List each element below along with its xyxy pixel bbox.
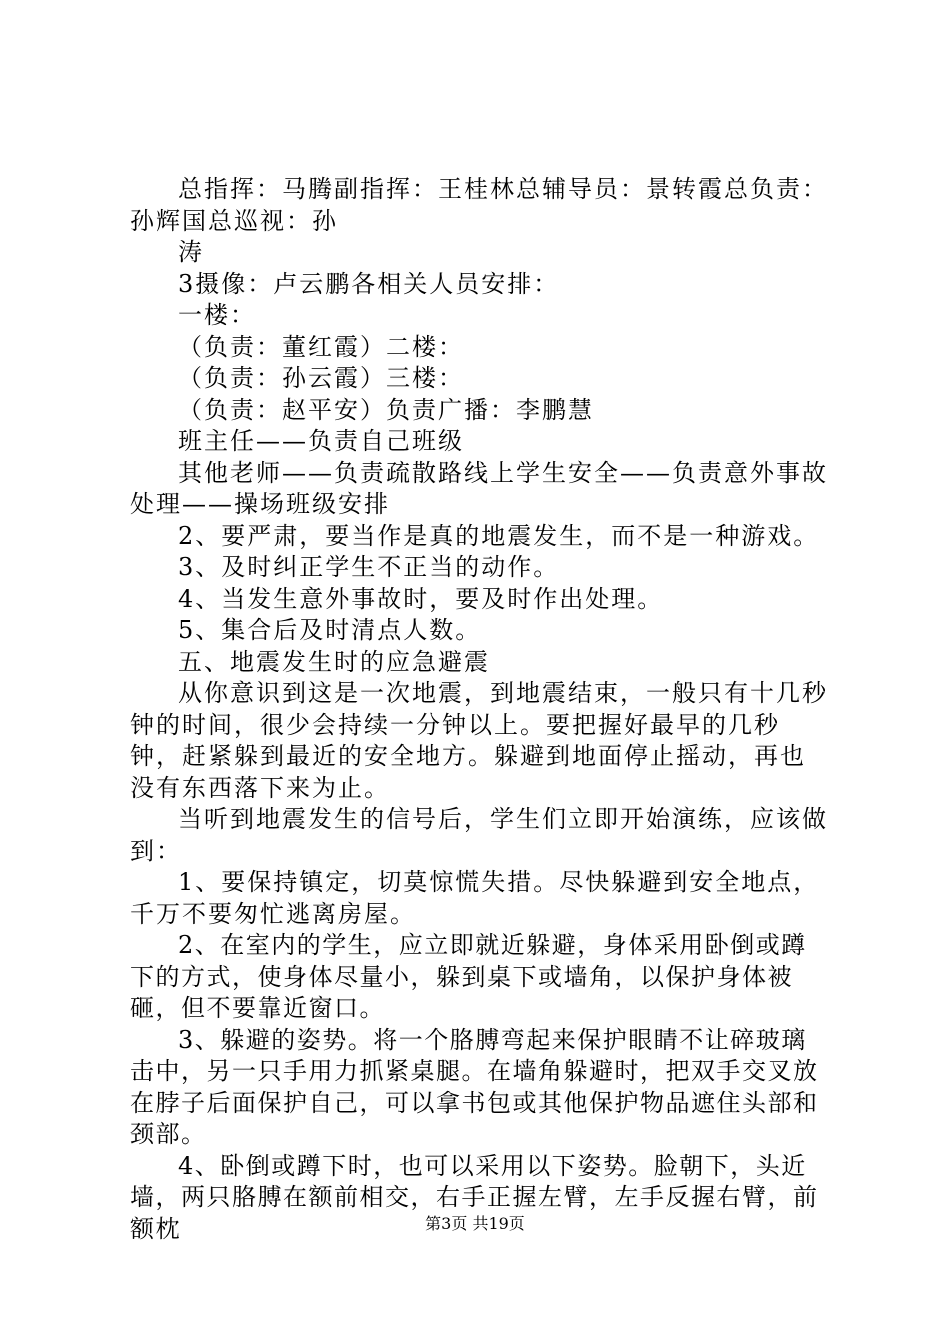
paragraph: 其他老师——负责疏散路线上学生安全——负责意外事故处理——操场班级安排 [130, 458, 828, 518]
paragraph: 3、及时纠正学生不正当的动作。 [178, 553, 560, 581]
paragraph: 3、躲避的姿势。将一个胳膊弯起来保护眼睛不让碎玻璃击中，另一只手用力抓紧桌腿。在墙角躲避时，把双手交叉放在脖子后面保护自己，可以拿书包或其他保护物品遮住头部和颈部。 [130, 1025, 819, 1148]
paragraph: 4、卧倒或蹲下时，也可以采用以下姿势。脸朝下，头近墙，两只胳膊在额前相交，右手正握左臂，左手反握右臂，前额枕 [130, 1151, 819, 1243]
paragraph: 1、要保持镇定，切莫惊慌失措。尽快躲避到安全地点，千万不要匆忙逃离房屋。 [130, 868, 820, 928]
document-body [130, 174, 830, 1245]
paragraph: 班主任——负责自己班级 [178, 427, 464, 455]
paragraph: 3摄像：卢云鹏各相关人员安排： [178, 269, 560, 298]
paragraph: 一楼： [178, 301, 256, 329]
paragraph: 2、在室内的学生，应立即就近躲避，身体采用卧倒或蹲下的方式，使身体尽量小，躲到桌下或墙角，以保护身体被砸，但不要靠近窗口。 [130, 931, 807, 1022]
paragraph: 4、当发生意外事故时，要及时作出处理。 [178, 584, 664, 613]
paragraph: （负责：赵平安）负责广播：李鹏慧 [178, 395, 594, 424]
paragraph: 从你意识到这是一次地震，到地震结束，一般只有十几秒钟的时间，很少会持续一分钟以上。要把握好最早的几秒钟，赶紧躲到最近的安全地方。躲避到地面停止摇动，再也没有东西落下来为止。 [130, 679, 828, 802]
paragraph: 5、集合后及时清点人数。 [178, 616, 482, 644]
section-heading: 五、地震发生时的应急避震 [178, 647, 490, 676]
paragraph: （负责：孙云霞）三楼： [178, 364, 464, 392]
paragraph: 总指挥：马腾副指挥：王桂林总辅导员：景转霞总负责：孙辉国总巡视：孙 [130, 175, 828, 235]
paragraph: 当听到地震发生的信号后，学生们立即开始演练，应该做到： [130, 805, 828, 865]
paragraph: 涛 [178, 238, 204, 266]
paragraph: （负责：董红霞）二楼： [178, 332, 464, 361]
paragraph: 2、要严肃，要当作是真的地震发生，而不是一种游戏。 [178, 521, 820, 550]
page-number-footer: 第3页 共19页 [425, 1214, 525, 1233]
